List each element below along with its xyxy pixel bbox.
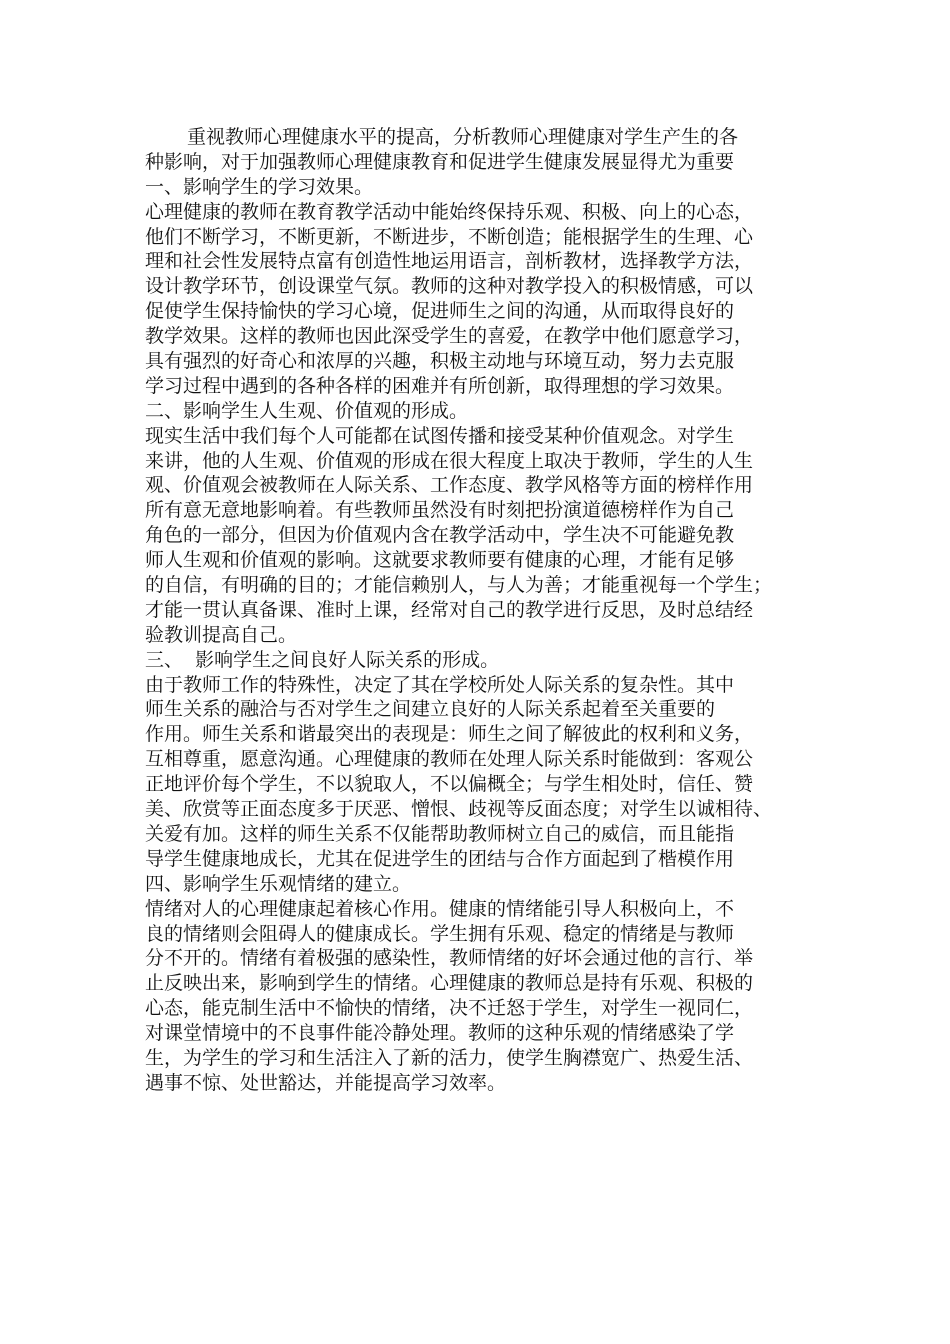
section-2-line: 来讲，他的人生观、价值观的形成在很大程度上取决于教师，学生的人生 (145, 449, 754, 472)
paragraph-intro-line: 重视教师心理健康水平的提高，分析教师心理健康对学生产生的各 (187, 126, 739, 148)
section-4-line: 良的情绪则会阻碍人的健康成长。学生拥有乐观、稳定的情绪是与教师 (145, 922, 735, 945)
section-1-line: 他们不断学习，不断更新，不断进步，不断创造；能根据学生的生理、心 (145, 225, 754, 248)
section-1-line: 教学效果。这样的教师也因此深受学生的喜爱，在教学中他们愿意学习， (145, 325, 754, 348)
section-3-line: 导学生健康地成长，尤其在促进学生的团结与合作方面起到了楷模作用 (145, 847, 735, 870)
section-1-line: 心理健康的教师在教育教学活动中能始终保持乐观、积极、向上的心态， (145, 200, 754, 223)
section-4-line: 对课堂情境中的不良事件能冷静处理。教师的这种乐观的情绪感染了学 (145, 1022, 735, 1045)
section-3-line: 美、欣赏等正面态度多于厌恶、憎恨、歧视等反面态度；对学生以诚相待、 (145, 798, 773, 821)
section-4-line: 心态，能克制生活中不愉快的情绪，决不迁怒于学生，对学生一视同仁， (145, 997, 754, 1020)
section-2-line: 师人生观和价值观的影响。这就要求教师要有健康的心理，才能有足够 (145, 549, 735, 572)
section-4-line: 分不开的。情绪有着极强的感染性，教师情绪的好坏会通过他的言行、举 (145, 947, 754, 970)
section-3-line: 由于教师工作的特殊性，决定了其在学校所处人际关系的复杂性。其中 (145, 673, 735, 696)
section-2-line: 的自信，有明确的目的；才能信赖别人，与人为善；才能重视每一个学生； (145, 574, 773, 597)
section-1-line: 理和社会性发展特点富有创造性地运用语言，剖析教材，选择教学方法， (145, 250, 754, 273)
section-1-line: 具有强烈的好奇心和浓厚的兴趣，积极主动地与环境互动，努力去克服 (145, 350, 735, 373)
section-3-line: 互相尊重，愿意沟通。心理健康的教师在处理人际关系时能做到：客观公 (145, 748, 754, 771)
section-2-line: 才能一贯认真备课、准时上课，经常对自己的教学进行反思，及时总结经 (145, 598, 754, 621)
section-4-line: 生，为学生的学习和生活注入了新的活力，使学生胸襟宽广、热爱生活、 (145, 1046, 754, 1069)
section-heading-2: 二、影响学生人生观、价值观的形成。 (145, 399, 469, 422)
body-text (145, 125, 815, 1096)
section-3-line: 关爱有加。这样的师生关系不仅能帮助教师树立自己的威信，而且能指 (145, 822, 735, 845)
section-4-line: 情绪对人的心理健康起着核心作用。健康的情绪能引导人积极向上，不 (145, 897, 735, 920)
section-1-line: 促使学生保持愉快的学习心境，促进师生之间的沟通，从而取得良好的 (145, 300, 735, 323)
section-4-line: 遇事不惊、处世豁达，并能提高学习效率。 (145, 1071, 507, 1094)
section-4-line: 止反映出来，影响到学生的情绪。心理健康的教师总是持有乐观、积极的 (145, 972, 754, 995)
section-2-line: 观、价值观会被教师在人际关系、工作态度、教学风格等方面的榜样作用 (145, 474, 754, 497)
section-1-line: 学习过程中遇到的各种各样的困难并有所创新，取得理想的学习效果。 (145, 374, 735, 397)
section-heading-4: 四、影响学生乐观情绪的建立。 (145, 872, 412, 895)
section-2-line: 现实生活中我们每个人可能都在试图传播和接受某种价值观念。对学生 (145, 424, 735, 447)
section-1-line: 设计教学环节，创设课堂气氛。教师的这种对教学投入的积极情感，可以 (145, 275, 754, 298)
section-2-line: 所有意无意地影响着。有些教师虽然没有时刻把扮演道德榜样作为自己 (145, 499, 735, 522)
paragraph-intro-line: 种影响，对于加强教师心理健康教育和促进学生健康发展显得尤为重要 (145, 150, 735, 173)
section-heading-1: 一、影响学生的学习效果。 (145, 175, 374, 198)
section-heading-3: 三、 影响学生之间良好人际关系的形成。 (145, 648, 500, 671)
section-3-line: 正地评价每个学生，不以貌取人，不以偏概全；与学生相处时，信任、赞 (145, 773, 754, 796)
section-3-line: 师生关系的融洽与否对学生之间建立良好的人际关系起着至关重要的 (145, 698, 716, 721)
section-3-line: 作用。师生关系和谐最突出的表现是：师生之间了解彼此的权利和义务， (145, 723, 754, 746)
section-2-line: 角色的一部分，但因为价值观内含在教学活动中，学生决不可能避免教 (145, 524, 735, 547)
section-2-line: 验教训提高自己。 (145, 623, 298, 646)
